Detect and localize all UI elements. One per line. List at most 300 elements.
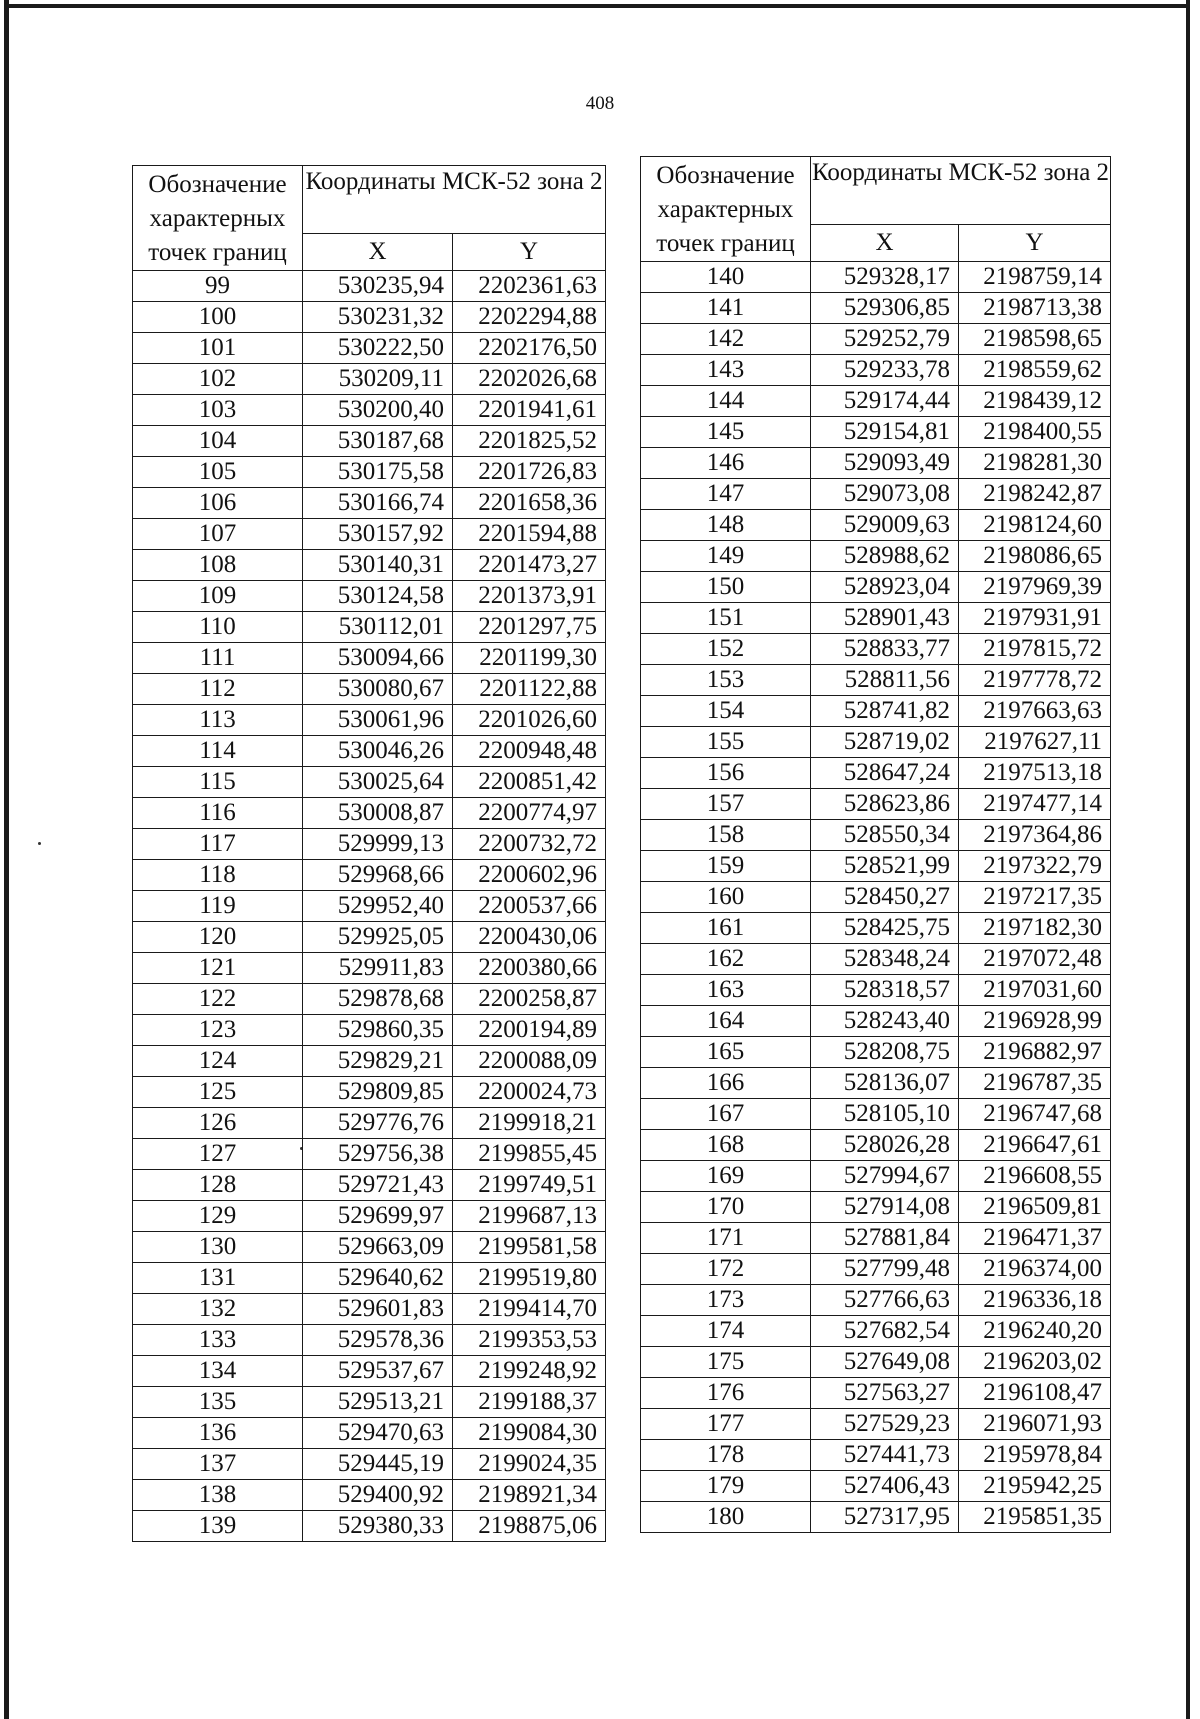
table-row	[641, 913, 1111, 944]
table-row	[641, 1316, 1111, 1347]
table-row	[133, 1015, 606, 1046]
point-number: 131	[133, 1263, 303, 1294]
x-coordinate: 530209,11	[303, 364, 453, 395]
point-number: 130	[133, 1232, 303, 1263]
x-coordinate: 530112,01	[303, 612, 453, 643]
x-coordinate: 528988,62	[811, 541, 959, 572]
y-coordinate: 2198559,62	[959, 355, 1111, 386]
x-coordinate: 529380,33	[303, 1511, 453, 1542]
x-coordinate: 529860,35	[303, 1015, 453, 1046]
point-number: 120	[133, 922, 303, 953]
x-coordinate: 529093,49	[811, 448, 959, 479]
point-number: 180	[641, 1502, 811, 1533]
point-number: 171	[641, 1223, 811, 1254]
point-number: 146	[641, 448, 811, 479]
table-row	[641, 696, 1111, 727]
y-coordinate: 2202294,88	[453, 302, 606, 333]
x-coordinate: 527682,54	[811, 1316, 959, 1347]
x-coordinate: 529601,83	[303, 1294, 453, 1325]
table-row	[133, 457, 606, 488]
x-coordinate: 528719,02	[811, 727, 959, 758]
y-coordinate: 2200088,09	[453, 1046, 606, 1077]
header-y: Y	[453, 234, 606, 271]
y-coordinate: 2198400,55	[959, 417, 1111, 448]
point-number: 169	[641, 1161, 811, 1192]
y-coordinate: 2198598,65	[959, 324, 1111, 355]
table-row	[133, 922, 606, 953]
table-row	[641, 1037, 1111, 1068]
table-row	[133, 1480, 606, 1511]
table-row	[641, 417, 1111, 448]
table-row	[641, 1285, 1111, 1316]
x-coordinate: 529878,68	[303, 984, 453, 1015]
table-row	[641, 1409, 1111, 1440]
header-x: X	[811, 225, 959, 262]
y-coordinate: 2197815,72	[959, 634, 1111, 665]
y-coordinate: 2198281,30	[959, 448, 1111, 479]
point-number: 106	[133, 488, 303, 519]
y-coordinate: 2197969,39	[959, 572, 1111, 603]
x-coordinate: 529252,79	[811, 324, 959, 355]
y-coordinate: 2199519,80	[453, 1263, 606, 1294]
header-coords-title: Координаты МСК-52 зона 2	[811, 157, 1111, 225]
point-number: 140	[641, 262, 811, 293]
point-number: 113	[133, 705, 303, 736]
table-row	[133, 271, 606, 302]
point-number: 118	[133, 860, 303, 891]
x-coordinate: 529809,85	[303, 1077, 453, 1108]
point-number: 119	[133, 891, 303, 922]
table-row	[133, 550, 606, 581]
point-number: 99	[133, 271, 303, 302]
table-row	[133, 488, 606, 519]
x-coordinate: 528348,24	[811, 944, 959, 975]
x-coordinate: 529537,67	[303, 1356, 453, 1387]
table-row	[133, 643, 606, 674]
x-coordinate: 527529,23	[811, 1409, 959, 1440]
point-number: 144	[641, 386, 811, 417]
y-coordinate: 2199749,51	[453, 1170, 606, 1201]
x-coordinate: 529756,38	[303, 1139, 453, 1170]
table-row	[133, 1077, 606, 1108]
y-coordinate: 2199581,58	[453, 1232, 606, 1263]
table-row	[133, 984, 606, 1015]
x-coordinate: 529174,44	[811, 386, 959, 417]
table-row	[641, 851, 1111, 882]
y-coordinate: 2200537,66	[453, 891, 606, 922]
y-coordinate: 2197778,72	[959, 665, 1111, 696]
x-coordinate: 529009,63	[811, 510, 959, 541]
table-row	[641, 634, 1111, 665]
y-coordinate: 2195851,35	[959, 1502, 1111, 1533]
table-row	[641, 1161, 1111, 1192]
header-x: X	[303, 234, 453, 271]
point-number: 175	[641, 1347, 811, 1378]
x-coordinate: 529721,43	[303, 1170, 453, 1201]
point-number: 157	[641, 789, 811, 820]
x-coordinate: 530231,32	[303, 302, 453, 333]
x-coordinate: 528136,07	[811, 1068, 959, 1099]
x-coordinate: 528647,24	[811, 758, 959, 789]
point-number: 142	[641, 324, 811, 355]
y-coordinate: 2200258,87	[453, 984, 606, 1015]
point-number: 161	[641, 913, 811, 944]
point-number: 170	[641, 1192, 811, 1223]
point-number: 114	[133, 736, 303, 767]
table-row	[133, 705, 606, 736]
y-coordinate: 2200602,96	[453, 860, 606, 891]
y-coordinate: 2201594,88	[453, 519, 606, 550]
point-number: 126	[133, 1108, 303, 1139]
point-number: 178	[641, 1440, 811, 1471]
table-row	[133, 1449, 606, 1480]
y-coordinate: 2199855,45	[453, 1139, 606, 1170]
coordinates-table-right	[640, 156, 1111, 1533]
table-row	[133, 767, 606, 798]
y-coordinate: 2201122,88	[453, 674, 606, 705]
y-coordinate: 2197072,48	[959, 944, 1111, 975]
x-coordinate: 527914,08	[811, 1192, 959, 1223]
x-coordinate: 527563,27	[811, 1378, 959, 1409]
y-coordinate: 2196928,99	[959, 1006, 1111, 1037]
point-number: 148	[641, 510, 811, 541]
x-coordinate: 528811,56	[811, 665, 959, 696]
y-coordinate: 2196747,68	[959, 1099, 1111, 1130]
y-coordinate: 2198124,60	[959, 510, 1111, 541]
y-coordinate: 2199024,35	[453, 1449, 606, 1480]
table-row	[641, 882, 1111, 913]
y-coordinate: 2201825,52	[453, 426, 606, 457]
point-number: 159	[641, 851, 811, 882]
point-number: 134	[133, 1356, 303, 1387]
table-row	[641, 1099, 1111, 1130]
point-number: 147	[641, 479, 811, 510]
point-number: 151	[641, 603, 811, 634]
table-row	[133, 364, 606, 395]
table-row	[133, 1139, 606, 1170]
point-number: 153	[641, 665, 811, 696]
point-number: 109	[133, 581, 303, 612]
y-coordinate: 2196374,00	[959, 1254, 1111, 1285]
x-coordinate: 527766,63	[811, 1285, 959, 1316]
y-coordinate: 2198921,34	[453, 1480, 606, 1511]
point-number: 115	[133, 767, 303, 798]
x-coordinate: 529952,40	[303, 891, 453, 922]
point-number: 103	[133, 395, 303, 426]
table-row	[641, 1130, 1111, 1161]
x-coordinate: 528425,75	[811, 913, 959, 944]
point-number: 112	[133, 674, 303, 705]
x-coordinate: 528623,86	[811, 789, 959, 820]
table-row	[133, 829, 606, 860]
point-number: 139	[133, 1511, 303, 1542]
x-coordinate: 530124,58	[303, 581, 453, 612]
point-number: 100	[133, 302, 303, 333]
x-coordinate: 528026,28	[811, 1130, 959, 1161]
table-row	[641, 944, 1111, 975]
y-coordinate: 2201026,60	[453, 705, 606, 736]
point-number: 123	[133, 1015, 303, 1046]
x-coordinate: 529470,63	[303, 1418, 453, 1449]
x-coordinate: 530046,26	[303, 736, 453, 767]
point-number: 129	[133, 1201, 303, 1232]
y-coordinate: 2198439,12	[959, 386, 1111, 417]
y-coordinate: 2199353,53	[453, 1325, 606, 1356]
point-number: 110	[133, 612, 303, 643]
table-row	[641, 1223, 1111, 1254]
y-coordinate: 2196071,93	[959, 1409, 1111, 1440]
x-coordinate: 529578,36	[303, 1325, 453, 1356]
point-number: 164	[641, 1006, 811, 1037]
y-coordinate: 2202026,68	[453, 364, 606, 395]
x-coordinate: 527406,43	[811, 1471, 959, 1502]
point-number: 141	[641, 293, 811, 324]
y-coordinate: 2200948,48	[453, 736, 606, 767]
y-coordinate: 2197513,18	[959, 758, 1111, 789]
point-number: 105	[133, 457, 303, 488]
point-number: 132	[133, 1294, 303, 1325]
scan-border-right	[1186, 0, 1190, 1719]
point-number: 156	[641, 758, 811, 789]
y-coordinate: 2196336,18	[959, 1285, 1111, 1316]
x-coordinate: 529829,21	[303, 1046, 453, 1077]
y-coordinate: 2200194,89	[453, 1015, 606, 1046]
table-row	[133, 798, 606, 829]
point-number: 138	[133, 1480, 303, 1511]
table-row	[641, 727, 1111, 758]
x-coordinate: 528105,10	[811, 1099, 959, 1130]
x-coordinate: 530235,94	[303, 271, 453, 302]
y-coordinate: 2196608,55	[959, 1161, 1111, 1192]
table-row	[133, 860, 606, 891]
y-coordinate: 2197322,79	[959, 851, 1111, 882]
table-row	[641, 820, 1111, 851]
point-number: 143	[641, 355, 811, 386]
table-row	[641, 1440, 1111, 1471]
table-row	[133, 395, 606, 426]
x-coordinate: 528901,43	[811, 603, 959, 634]
y-coordinate: 2196240,20	[959, 1316, 1111, 1347]
y-coordinate: 2199687,13	[453, 1201, 606, 1232]
x-coordinate: 529699,97	[303, 1201, 453, 1232]
table-row	[133, 1170, 606, 1201]
point-number: 117	[133, 829, 303, 860]
y-coordinate: 2199248,92	[453, 1356, 606, 1387]
table-row	[133, 333, 606, 364]
y-coordinate: 2196471,37	[959, 1223, 1111, 1254]
table-row	[133, 1387, 606, 1418]
y-coordinate: 2197364,86	[959, 820, 1111, 851]
y-coordinate: 2197031,60	[959, 975, 1111, 1006]
x-coordinate: 528741,82	[811, 696, 959, 727]
y-coordinate: 2201726,83	[453, 457, 606, 488]
scan-border-left	[4, 0, 9, 1719]
point-number: 108	[133, 550, 303, 581]
point-number: 101	[133, 333, 303, 364]
table-row	[641, 541, 1111, 572]
point-number: 177	[641, 1409, 811, 1440]
x-coordinate: 527799,48	[811, 1254, 959, 1285]
table-row	[641, 1192, 1111, 1223]
table-row	[133, 302, 606, 333]
y-coordinate: 2197931,91	[959, 603, 1111, 634]
x-coordinate: 529776,76	[303, 1108, 453, 1139]
y-coordinate: 2196509,81	[959, 1192, 1111, 1223]
header-coords-title: Координаты МСК-52 зона 2	[303, 166, 606, 234]
y-coordinate: 2196787,35	[959, 1068, 1111, 1099]
point-number: 163	[641, 975, 811, 1006]
table-row	[641, 479, 1111, 510]
y-coordinate: 2198875,06	[453, 1511, 606, 1542]
point-number: 136	[133, 1418, 303, 1449]
y-coordinate: 2200851,42	[453, 767, 606, 798]
x-coordinate: 530061,96	[303, 705, 453, 736]
table-row	[133, 1232, 606, 1263]
table-row	[133, 1356, 606, 1387]
point-number: 111	[133, 643, 303, 674]
point-number: 167	[641, 1099, 811, 1130]
x-coordinate: 529154,81	[811, 417, 959, 448]
table-row	[641, 510, 1111, 541]
x-coordinate: 530140,31	[303, 550, 453, 581]
x-coordinate: 530175,58	[303, 457, 453, 488]
x-coordinate: 530166,74	[303, 488, 453, 519]
table-row	[133, 1201, 606, 1232]
point-number: 166	[641, 1068, 811, 1099]
point-number: 128	[133, 1170, 303, 1201]
y-coordinate: 2198242,87	[959, 479, 1111, 510]
x-coordinate: 529306,85	[811, 293, 959, 324]
y-coordinate: 2198759,14	[959, 262, 1111, 293]
table-row	[641, 386, 1111, 417]
table-row	[641, 293, 1111, 324]
point-number: 154	[641, 696, 811, 727]
x-coordinate: 528550,34	[811, 820, 959, 851]
point-number: 107	[133, 519, 303, 550]
x-coordinate: 527881,84	[811, 1223, 959, 1254]
x-coordinate: 529400,92	[303, 1480, 453, 1511]
y-coordinate: 2201658,36	[453, 488, 606, 519]
x-coordinate: 529073,08	[811, 479, 959, 510]
y-coordinate: 2199188,37	[453, 1387, 606, 1418]
x-coordinate: 530200,40	[303, 395, 453, 426]
point-number: 150	[641, 572, 811, 603]
table-row	[641, 665, 1111, 696]
y-coordinate: 2200732,72	[453, 829, 606, 860]
table-row	[133, 1325, 606, 1356]
point-number: 172	[641, 1254, 811, 1285]
x-coordinate: 530025,64	[303, 767, 453, 798]
point-number: 176	[641, 1378, 811, 1409]
x-coordinate: 527317,95	[811, 1502, 959, 1533]
y-coordinate: 2197182,30	[959, 913, 1111, 944]
header-designation: Обозначение характерных точек границ	[641, 157, 811, 262]
y-coordinate: 2196882,97	[959, 1037, 1111, 1068]
point-number: 104	[133, 426, 303, 457]
table-row	[133, 1108, 606, 1139]
point-number: 168	[641, 1130, 811, 1161]
y-coordinate: 2200024,73	[453, 1077, 606, 1108]
table-row	[133, 891, 606, 922]
x-coordinate: 530157,92	[303, 519, 453, 550]
table-row	[133, 1511, 606, 1542]
x-coordinate: 530080,67	[303, 674, 453, 705]
x-coordinate: 528318,57	[811, 975, 959, 1006]
y-coordinate: 2201297,75	[453, 612, 606, 643]
table-row	[641, 975, 1111, 1006]
x-coordinate: 528521,99	[811, 851, 959, 882]
x-coordinate: 530187,68	[303, 426, 453, 457]
point-number: 174	[641, 1316, 811, 1347]
y-coordinate: 2196647,61	[959, 1130, 1111, 1161]
y-coordinate: 2199084,30	[453, 1418, 606, 1449]
y-coordinate: 2198713,38	[959, 293, 1111, 324]
table-row	[641, 758, 1111, 789]
table-row	[641, 1254, 1111, 1285]
table-row	[641, 1068, 1111, 1099]
y-coordinate: 2200430,06	[453, 922, 606, 953]
y-coordinate: 2196108,47	[959, 1378, 1111, 1409]
y-coordinate: 2195942,25	[959, 1471, 1111, 1502]
table-row	[641, 789, 1111, 820]
y-coordinate: 2195978,84	[959, 1440, 1111, 1471]
y-coordinate: 2196203,02	[959, 1347, 1111, 1378]
y-coordinate: 2199918,21	[453, 1108, 606, 1139]
x-coordinate: 528450,27	[811, 882, 959, 913]
y-coordinate: 2201373,91	[453, 581, 606, 612]
point-number: 133	[133, 1325, 303, 1356]
x-coordinate: 529911,83	[303, 953, 453, 984]
table-row	[133, 519, 606, 550]
x-coordinate: 529640,62	[303, 1263, 453, 1294]
y-coordinate: 2200380,66	[453, 953, 606, 984]
x-coordinate: 528243,40	[811, 1006, 959, 1037]
table-row	[641, 324, 1111, 355]
header-y: Y	[959, 225, 1111, 262]
table-row	[133, 581, 606, 612]
table-row	[641, 1502, 1111, 1533]
y-coordinate: 2197477,14	[959, 789, 1111, 820]
y-coordinate: 2197627,11	[959, 727, 1111, 758]
point-number: 102	[133, 364, 303, 395]
y-coordinate: 2202361,63	[453, 271, 606, 302]
y-coordinate: 2202176,50	[453, 333, 606, 364]
x-coordinate: 528833,77	[811, 634, 959, 665]
y-coordinate: 2197217,35	[959, 882, 1111, 913]
table-row	[641, 262, 1111, 293]
point-number: 121	[133, 953, 303, 984]
point-number: 116	[133, 798, 303, 829]
table-row	[133, 1418, 606, 1449]
point-number: 137	[133, 1449, 303, 1480]
x-coordinate: 528923,04	[811, 572, 959, 603]
table-row	[133, 612, 606, 643]
point-number: 124	[133, 1046, 303, 1077]
point-number: 122	[133, 984, 303, 1015]
point-number: 160	[641, 882, 811, 913]
point-number: 155	[641, 727, 811, 758]
table-row	[641, 1006, 1111, 1037]
table-row	[641, 448, 1111, 479]
x-coordinate: 530094,66	[303, 643, 453, 674]
point-number: 179	[641, 1471, 811, 1502]
x-coordinate: 527441,73	[811, 1440, 959, 1471]
x-coordinate: 529925,05	[303, 922, 453, 953]
point-number: 152	[641, 634, 811, 665]
y-coordinate: 2201473,27	[453, 550, 606, 581]
y-coordinate: 2200774,97	[453, 798, 606, 829]
x-coordinate: 529513,21	[303, 1387, 453, 1418]
